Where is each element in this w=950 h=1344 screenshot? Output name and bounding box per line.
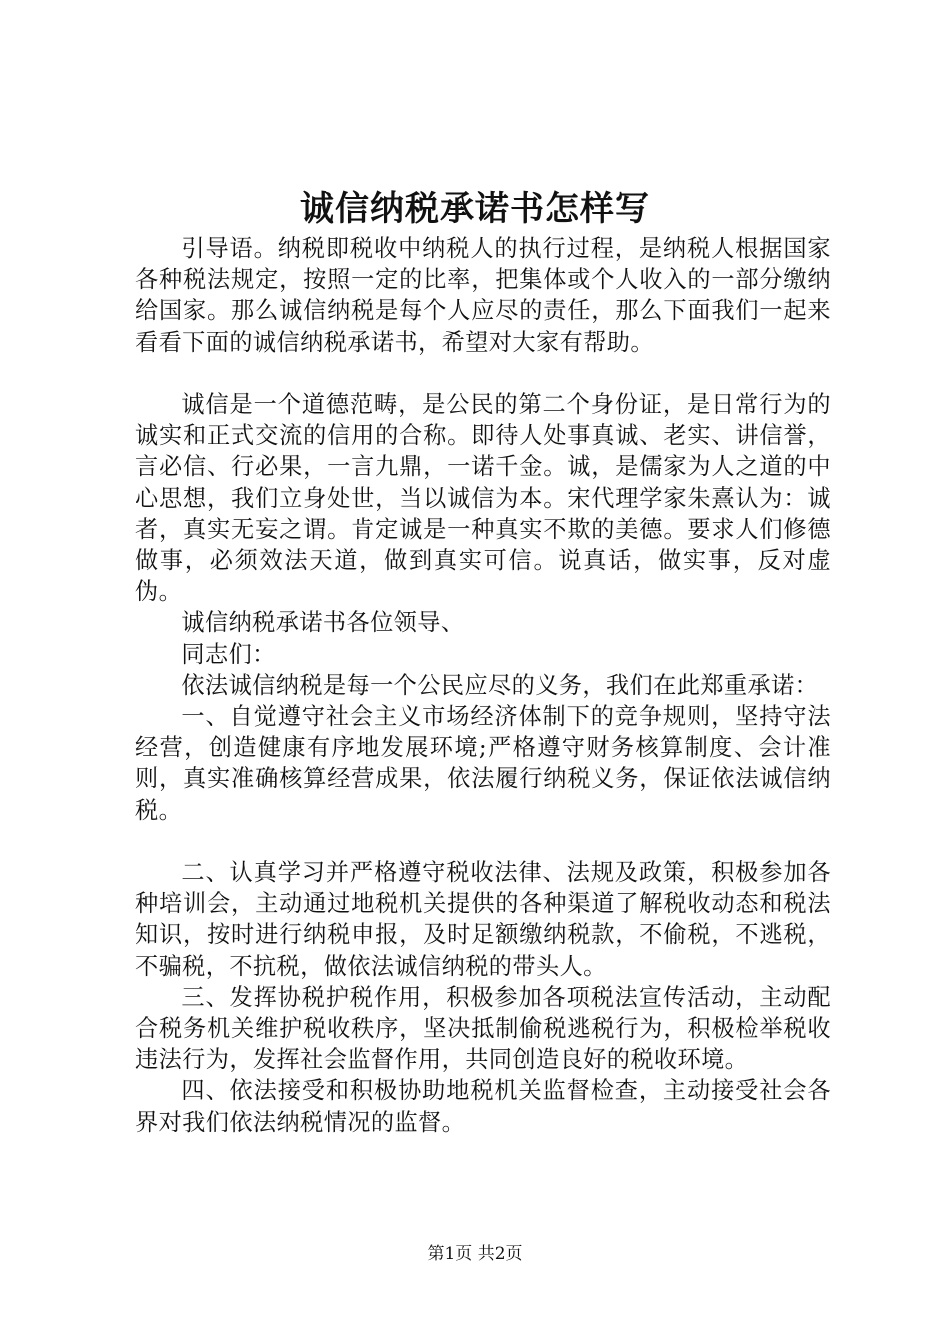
intro-paragraph: 引导语。纳税即税收中纳税人的执行过程，是纳税人根据国家各种税法规定，按照一定的比率，把集体或个人收入的一部分缴纳给国家。那么诚信纳税是每个人应尽的责任，那么下面我们一起来看看下面的诚信纳税承诺书，希望对大家有帮助。 [135, 235, 831, 356]
pledge-item-1: 一、自觉遵守社会主义市场经济体制下的竞争规则，坚持守法经营，创造健康有序地发展环境;严格遵守财务核算制度、会计准则，真实准确核算经营成果，依法履行纳税义务，保证依法诚信纳税。 [135, 703, 831, 824]
pledge-intro: 依法诚信纳税是每一个公民应尽的义务，我们在此郑重承诺： [181, 671, 819, 699]
pledge-item-3: 三、发挥协税护税作用，积极参加各项税法宣传活动，主动配合税务机关维护税收秩序，坚决抵制偷税逃税行为，积极检举税收违法行为，发挥社会监督作用，共同创造良好的税收环境。 [135, 983, 831, 1074]
page-number-footer: 第1页 共2页 [427, 1244, 523, 1264]
integrity-paragraph: 诚信是一个道德范畴，是公民的第二个身份证，是日常行为的诚实和正式交流的信用的合称。即待人处事真诚、老实、讲信誉，言必信、行必果，一言九鼎，一诺千金。诚，是儒家为人之道的中心思想，我们立身处世，当以诚信为本。宋代理学家朱熹认为：诚者，真实无妄之谓。肯定诚是一种真实不欺的美德。要求人们修德做事，必须效法天道，做到真实可信。说真话，做实事，反对虚伪。 [135, 391, 831, 606]
pledge-item-2: 二、认真学习并严格遵守税收法律、法规及政策，积极参加各种培训会，主动通过地税机关提供的各种渠道了解税收动态和税法知识，按时进行纳税申报，及时足额缴纳税款，不偷税，不逃税，不骗税，不抗税，做依法诚信纳税的带头人。 [135, 859, 831, 980]
pledge-item-4: 四、依法接受和积极协助地税机关监督检查，主动接受社会各界对我们依法纳税情况的监督。 [135, 1077, 831, 1136]
salutation: 同志们： [181, 640, 276, 668]
pledge-heading: 诚信纳税承诺书各位领导、 [181, 609, 465, 637]
document-title: 诚信纳税承诺书怎样写 [300, 189, 650, 229]
document-body [135, 233, 831, 1138]
